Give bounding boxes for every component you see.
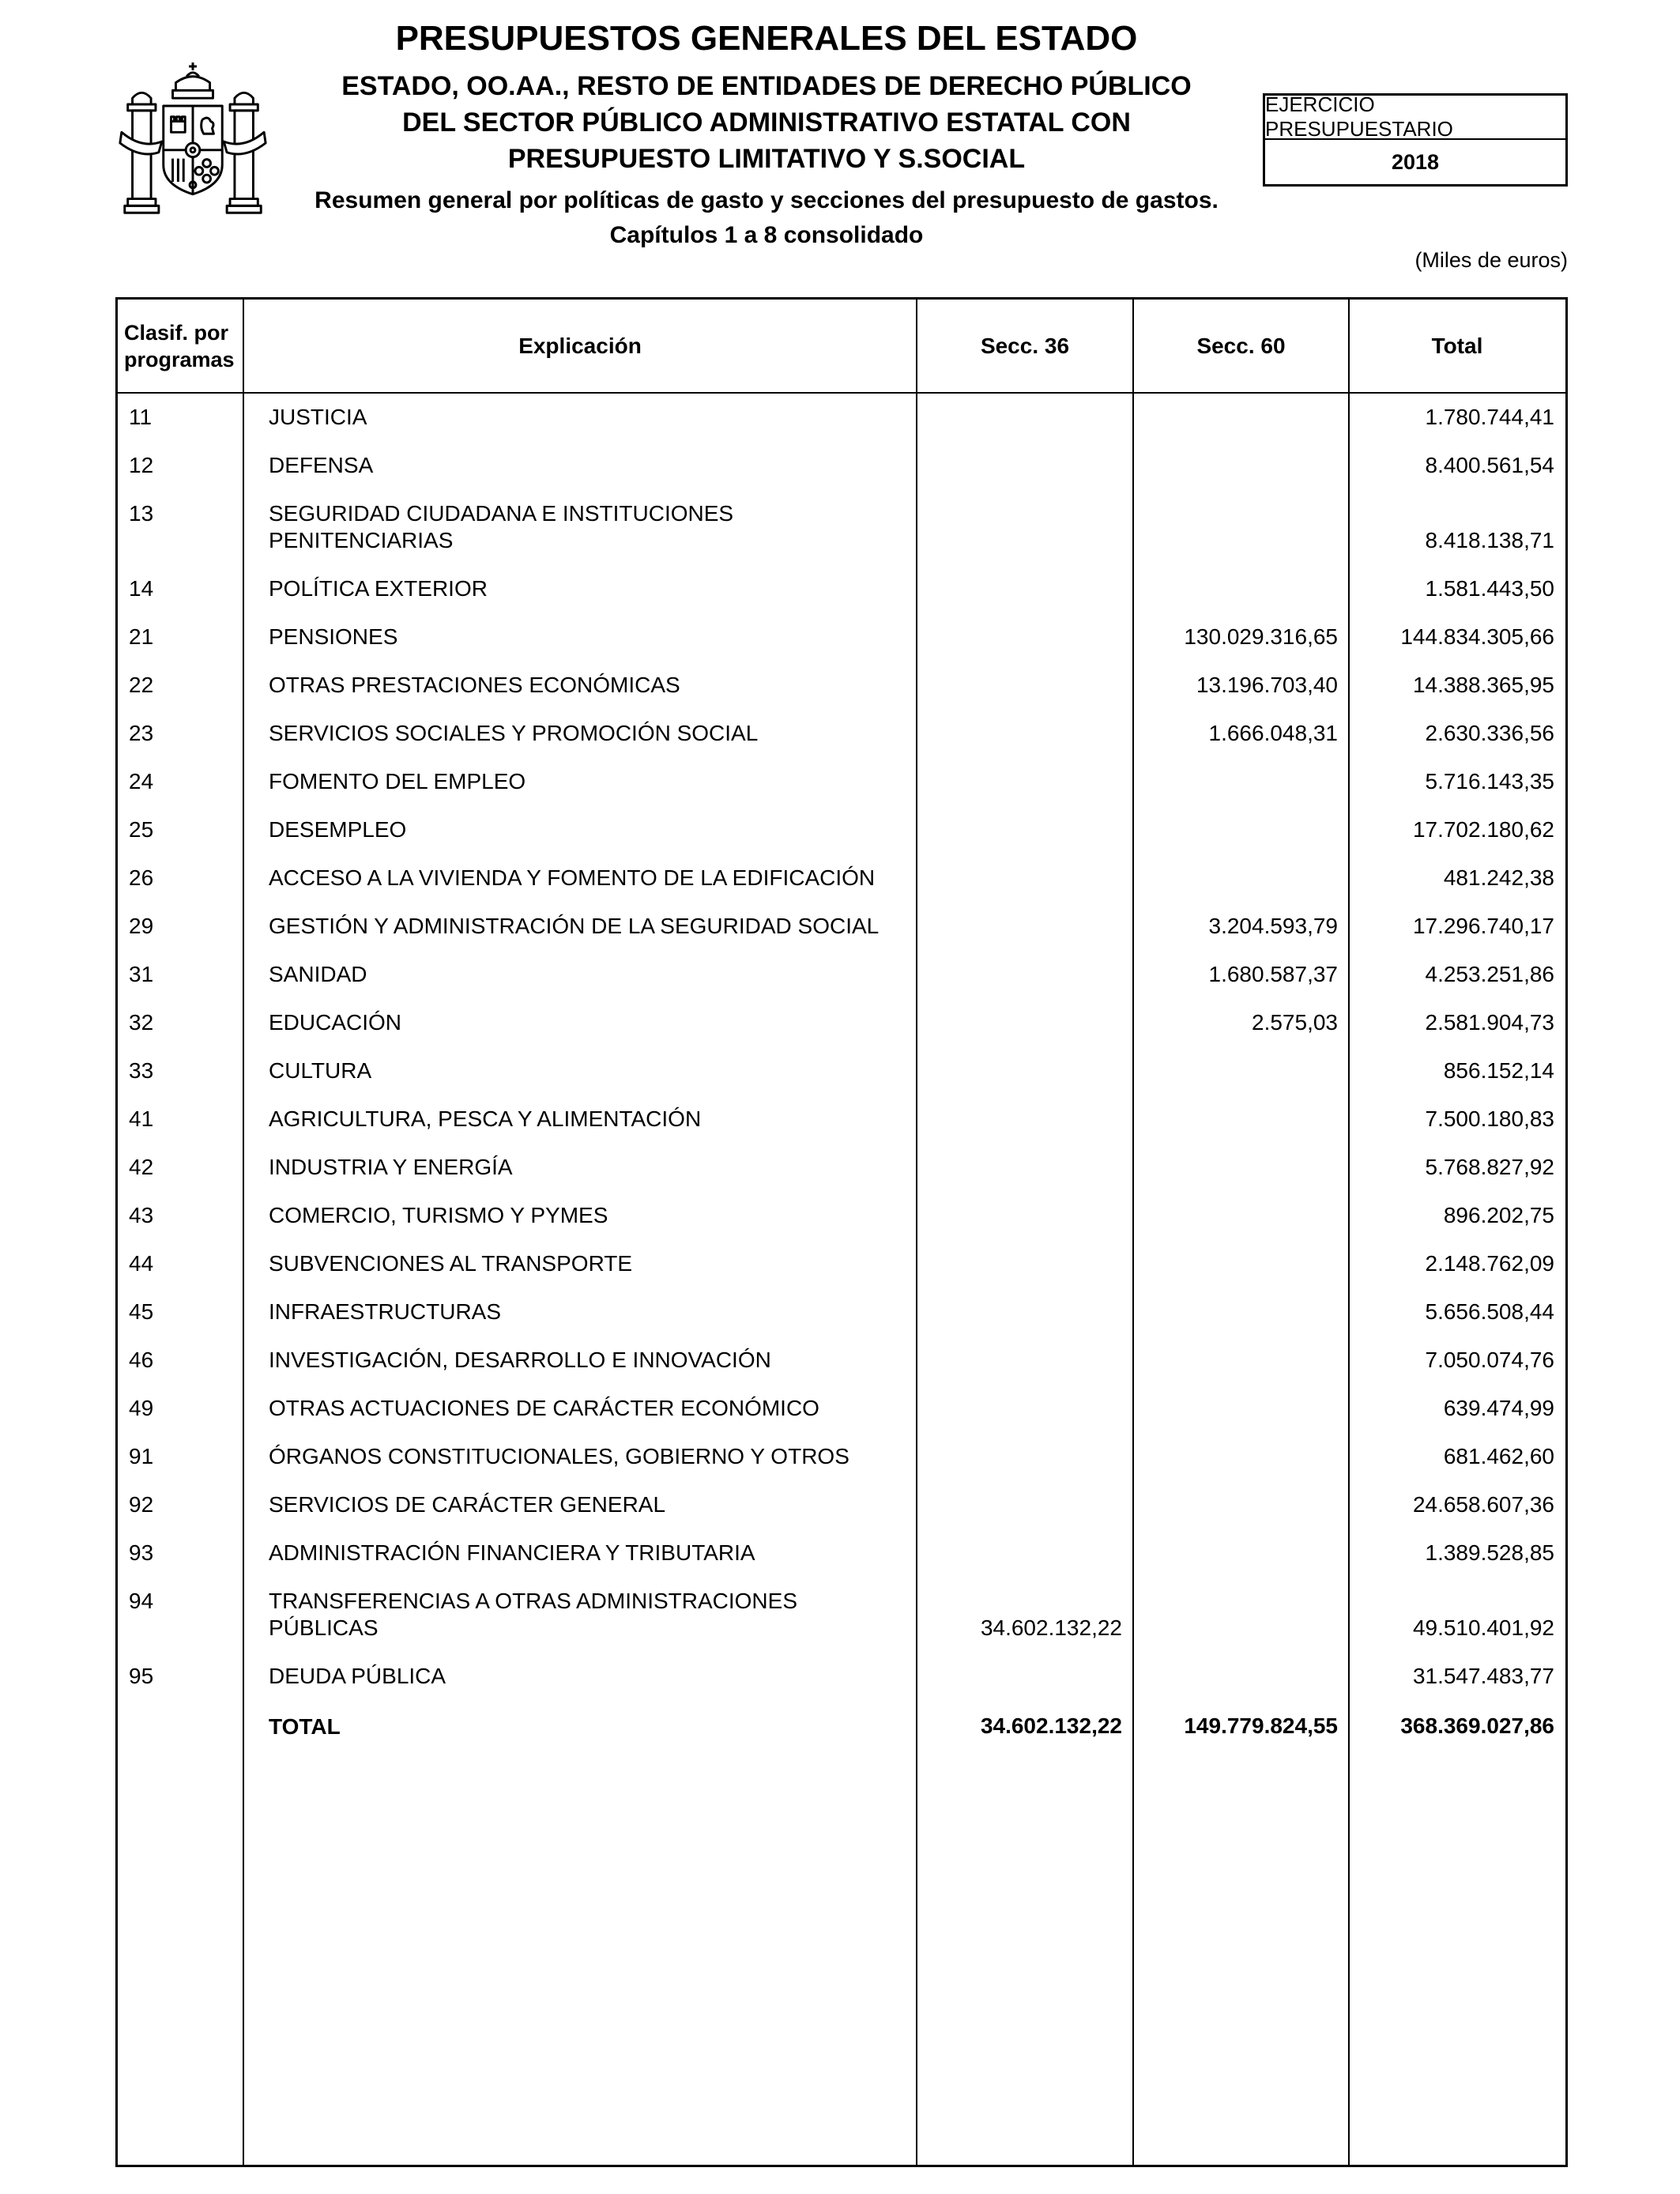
page-title: PRESUPUESTOS GENERALES DEL ESTADO (395, 19, 1138, 58)
row-secc60 (1133, 806, 1349, 854)
row-secc36 (917, 565, 1133, 613)
row-code: 23 (129, 721, 154, 745)
row-secc36 (917, 1481, 1133, 1529)
subtitle-line-1: ESTADO, OO.AA., RESTO DE ENTIDADES DE DERECHO PÚBLICO (341, 71, 1192, 101)
table-row (118, 1385, 1565, 1433)
row-secc60: 3.204.593,79 (1208, 914, 1338, 938)
row-secc60 (1133, 1288, 1349, 1336)
table-row (118, 903, 1565, 951)
row-total: 4.253.251,86 (1425, 962, 1554, 986)
budget-table-grid (118, 300, 1565, 1751)
row-secc36 (917, 710, 1133, 758)
table-row (118, 1288, 1565, 1336)
row-secc36 (917, 1653, 1133, 1701)
row-label: TOTAL (269, 1714, 341, 1739)
table-row (118, 1578, 1565, 1653)
row-label: INFRAESTRUCTURAS (269, 1299, 502, 1324)
row-secc60: 149.779.824,55 (1184, 1713, 1338, 1738)
row-code: 41 (129, 1106, 154, 1131)
exercise-box-year: 2018 (1391, 149, 1440, 174)
row-secc60 (1133, 1336, 1349, 1385)
row-code: 91 (129, 1444, 154, 1468)
row-code: 12 (129, 453, 154, 477)
row-label: INDUSTRIA Y ENERGÍA (269, 1155, 513, 1179)
budget-table (115, 297, 1568, 2167)
row-code: 95 (129, 1664, 154, 1688)
row-total: 481.242,38 (1443, 865, 1554, 890)
row-label: OTRAS ACTUACIONES DE CARÁCTER ECONÓMICO (269, 1396, 819, 1420)
row-code: 25 (129, 817, 154, 842)
table-row (118, 999, 1565, 1047)
row-code: 44 (129, 1251, 154, 1276)
row-total: 1.581.443,50 (1425, 576, 1554, 601)
row-total: 31.547.483,77 (1412, 1664, 1554, 1688)
row-total: 7.050.074,76 (1425, 1348, 1554, 1372)
row-label: CULTURA (269, 1058, 372, 1083)
table-row (118, 710, 1565, 758)
row-code: 43 (129, 1203, 154, 1227)
table-row (118, 1192, 1565, 1240)
row-label: ÓRGANOS CONSTITUCIONALES, GOBIERNO Y OTROS (269, 1444, 849, 1468)
row-secc60: 130.029.316,65 (1184, 624, 1338, 649)
row-total: 1.389.528,85 (1425, 1540, 1554, 1565)
table-row (118, 1336, 1565, 1385)
row-total: 856.152,14 (1443, 1058, 1554, 1083)
col-header-clasif: Clasif. por programas (118, 300, 243, 393)
row-total: 681.462,60 (1443, 1444, 1554, 1468)
table-row (118, 1047, 1565, 1095)
row-label: OTRAS PRESTACIONES ECONÓMICAS (269, 673, 680, 697)
row-label: SEGURIDAD CIUDADANA E INSTITUCIONES PENITENCIARIAS (269, 501, 734, 552)
row-secc36 (917, 442, 1133, 490)
row-label: AGRICULTURA, PESCA Y ALIMENTACIÓN (269, 1106, 702, 1131)
row-secc60: 13.196.703,40 (1196, 673, 1338, 697)
row-total: 5.716.143,35 (1425, 769, 1554, 794)
row-label: SUBVENCIONES AL TRANSPORTE (269, 1251, 633, 1276)
row-code: 31 (129, 962, 154, 986)
table-row (118, 565, 1565, 613)
table-row (118, 854, 1565, 903)
row-code: 93 (129, 1540, 154, 1565)
row-secc36 (917, 1385, 1133, 1433)
table-row (118, 806, 1565, 854)
row-total: 17.296.740,17 (1412, 914, 1554, 938)
row-code: 21 (129, 624, 154, 649)
row-secc36 (917, 903, 1133, 951)
table-row (118, 662, 1565, 710)
row-secc60 (1133, 490, 1349, 565)
table-row (118, 758, 1565, 806)
row-secc60 (1133, 1529, 1349, 1578)
row-secc60 (1133, 1047, 1349, 1095)
row-code: 13 (129, 501, 154, 526)
exercise-box-label: EJERCICIO PRESUPUESTARIO (1265, 96, 1565, 140)
row-total: 2.630.336,56 (1425, 721, 1554, 745)
row-secc60 (1133, 1578, 1349, 1653)
row-code: 33 (129, 1058, 154, 1083)
row-label: COMERCIO, TURISMO Y PYMES (269, 1203, 608, 1227)
row-total: 24.658.607,36 (1412, 1492, 1554, 1517)
row-code: 92 (129, 1492, 154, 1517)
row-code: 94 (129, 1589, 154, 1613)
row-total: 8.400.561,54 (1425, 453, 1554, 477)
row-total: 368.369.027,86 (1400, 1713, 1554, 1738)
row-label: ADMINISTRACIÓN FINANCIERA Y TRIBUTARIA (269, 1540, 755, 1565)
col-header-explicacion: Explicación (243, 300, 917, 393)
row-label: JUSTICIA (269, 405, 367, 429)
row-secc60: 1.680.587,37 (1208, 962, 1338, 986)
row-label: FOMENTO DEL EMPLEO (269, 769, 526, 794)
table-row (118, 1481, 1565, 1529)
table-row (118, 1144, 1565, 1192)
table-header-row (118, 300, 1565, 393)
table-row (118, 951, 1565, 999)
row-code: 26 (129, 865, 154, 890)
table-row (118, 1529, 1565, 1578)
row-code: 29 (129, 914, 154, 938)
row-code: 49 (129, 1396, 154, 1420)
row-code: 14 (129, 576, 154, 601)
table-total-row (118, 1701, 1565, 1751)
row-label: ACCESO A LA VIVIENDA Y FOMENTO DE LA EDIFICACIÓN (269, 865, 876, 890)
row-label: SERVICIOS DE CARÁCTER GENERAL (269, 1492, 666, 1517)
row-label: POLÍTICA EXTERIOR (269, 576, 488, 601)
col-header-total: Total (1349, 300, 1565, 393)
units-note: (Miles de euros) (1414, 248, 1568, 272)
table-row (118, 1095, 1565, 1144)
summary-line-2: Capítulos 1 a 8 consolidado (609, 222, 924, 248)
row-secc36 (917, 758, 1133, 806)
row-label: DEFENSA (269, 453, 374, 477)
col-header-secc60: Secc. 60 (1133, 300, 1349, 393)
row-code: 32 (129, 1010, 154, 1035)
row-total: 5.656.508,44 (1425, 1299, 1554, 1324)
row-total: 896.202,75 (1443, 1203, 1554, 1227)
row-secc60 (1133, 442, 1349, 490)
row-secc36 (917, 951, 1133, 999)
row-code: 11 (129, 405, 153, 429)
row-secc36 (917, 662, 1133, 710)
row-secc60 (1133, 1433, 1349, 1481)
table-body (118, 393, 1565, 1751)
row-label: PENSIONES (269, 624, 398, 649)
row-code: 45 (129, 1299, 154, 1324)
row-total: 7.500.180,83 (1425, 1106, 1554, 1131)
row-secc36 (917, 1095, 1133, 1144)
row-secc60 (1133, 1653, 1349, 1701)
col-header-secc36: Secc. 36 (917, 300, 1133, 393)
row-secc60 (1133, 1144, 1349, 1192)
row-total: 2.581.904,73 (1425, 1010, 1554, 1035)
row-total: 144.834.305,66 (1400, 624, 1554, 649)
row-secc36 (917, 1240, 1133, 1288)
row-total: 14.388.365,95 (1412, 673, 1554, 697)
row-secc60 (1133, 1095, 1349, 1144)
row-total: 5.768.827,92 (1425, 1155, 1554, 1179)
row-secc60: 2.575,03 (1252, 1010, 1338, 1035)
exercise-box (1263, 93, 1568, 187)
row-total: 49.510.401,92 (1412, 1615, 1554, 1640)
row-secc60 (1133, 1240, 1349, 1288)
table-row (118, 393, 1565, 442)
row-secc36 (917, 1433, 1133, 1481)
row-secc60 (1133, 1385, 1349, 1433)
table-row (118, 613, 1565, 662)
row-code: 24 (129, 769, 154, 794)
row-total: 17.702.180,62 (1412, 817, 1554, 842)
row-secc36 (917, 854, 1133, 903)
table-row (118, 1433, 1565, 1481)
page-subtitle (158, 68, 1375, 177)
row-secc60: 1.666.048,31 (1208, 721, 1338, 745)
row-secc36 (917, 1144, 1133, 1192)
row-code: 22 (129, 673, 154, 697)
row-secc36 (917, 1047, 1133, 1095)
row-total: 2.148.762,09 (1425, 1251, 1554, 1276)
row-secc36 (917, 1529, 1133, 1578)
row-label: SERVICIOS SOCIALES Y PROMOCIÓN SOCIAL (269, 721, 759, 745)
subtitle-line-2: DEL SECTOR PÚBLICO ADMINISTRATIVO ESTATAL CON (402, 107, 1131, 138)
summary-line-1: Resumen general por políticas de gasto y secciones del presupuesto de gastos. (315, 187, 1219, 213)
row-label: GESTIÓN Y ADMINISTRACIÓN DE LA SEGURIDAD SOCIAL (269, 914, 880, 938)
row-code: 42 (129, 1155, 154, 1179)
row-secc36: 34.602.132,22 (980, 1713, 1122, 1738)
row-secc36 (917, 393, 1133, 442)
document-header (158, 19, 1375, 253)
row-secc36 (917, 1336, 1133, 1385)
row-secc60 (1133, 565, 1349, 613)
table-row (118, 442, 1565, 490)
row-total: 639.474,99 (1443, 1396, 1554, 1420)
report-description (158, 183, 1375, 253)
row-secc60 (1133, 854, 1349, 903)
row-label: SANIDAD (269, 962, 367, 986)
table-row (118, 1653, 1565, 1701)
row-secc36 (917, 613, 1133, 662)
row-total: 1.780.744,41 (1425, 405, 1554, 429)
subtitle-line-3: PRESUPUESTO LIMITATIVO Y S.SOCIAL (507, 144, 1026, 174)
table-row (118, 490, 1565, 565)
row-label: EDUCACIÓN (269, 1010, 402, 1035)
row-code (118, 1701, 243, 1751)
row-secc60 (1133, 758, 1349, 806)
row-total: 8.418.138,71 (1425, 528, 1554, 552)
row-label: DEUDA PÚBLICA (269, 1664, 446, 1688)
row-secc36 (917, 806, 1133, 854)
row-secc36 (917, 1288, 1133, 1336)
row-secc36 (917, 1192, 1133, 1240)
row-label: DESEMPLEO (269, 817, 407, 842)
row-secc60 (1133, 1192, 1349, 1240)
row-label: INVESTIGACIÓN, DESARROLLO E INNOVACIÓN (269, 1348, 771, 1372)
row-secc36: 34.602.132,22 (980, 1615, 1122, 1640)
row-secc36 (917, 490, 1133, 565)
table-row (118, 1240, 1565, 1288)
row-secc60 (1133, 393, 1349, 442)
row-secc36 (917, 999, 1133, 1047)
row-code: 46 (129, 1348, 154, 1372)
row-secc60 (1133, 1481, 1349, 1529)
row-label: TRANSFERENCIAS A OTRAS ADMINISTRACIONES PÚBLICAS (269, 1589, 798, 1640)
